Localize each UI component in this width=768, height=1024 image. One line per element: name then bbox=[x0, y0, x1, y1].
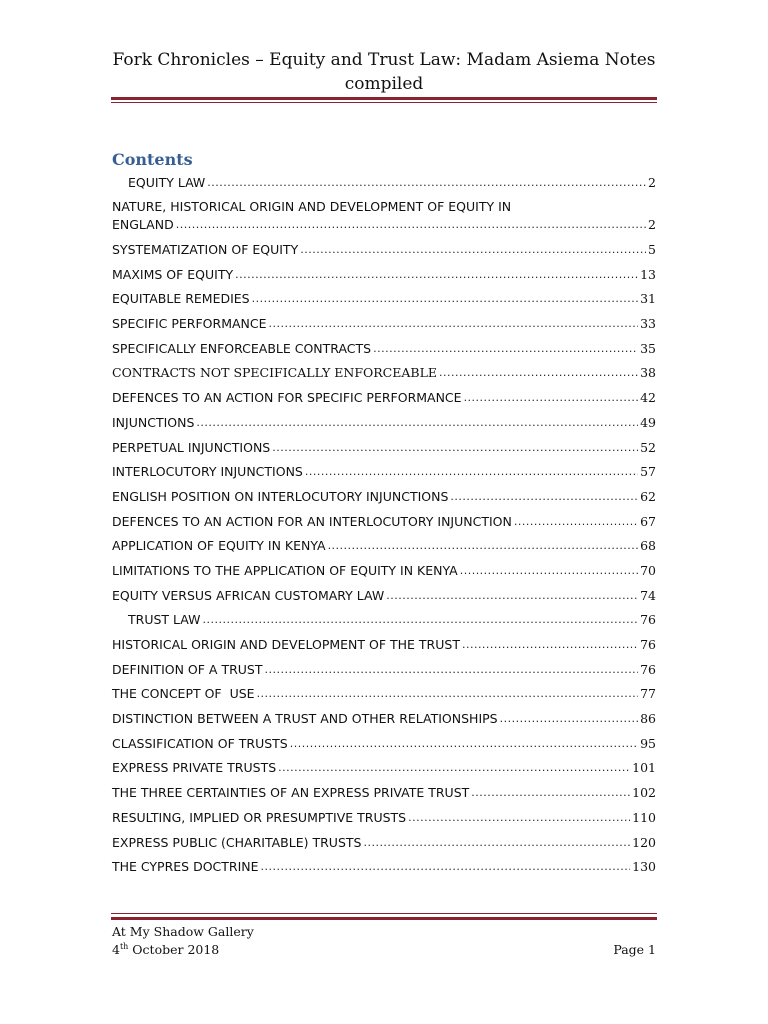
toc-entry-label: CONTRACTS NOT SPECIFICALLY ENFORCEABLE bbox=[112, 365, 438, 381]
toc-entry-label-line1: NATURE, HISTORICAL ORIGIN AND DEVELOPMENT OF EQUITY IN bbox=[112, 199, 512, 214]
toc-entry-label: INTERLOCUTORY INJUNCTIONS bbox=[112, 464, 303, 480]
toc-entry-public-charitable[interactable] bbox=[112, 834, 656, 852]
toc-entry-customary-law[interactable] bbox=[112, 587, 656, 605]
toc-entry-trust-law[interactable] bbox=[112, 611, 656, 629]
toc-entry-page: 68 bbox=[640, 538, 656, 554]
footer-info bbox=[112, 923, 254, 959]
footer-gallery: At My Shadow Gallery bbox=[112, 924, 254, 939]
toc-leader-dots bbox=[363, 834, 630, 852]
footer-date-rest: October 2018 bbox=[128, 942, 220, 957]
toc-entry-label: EQUITY LAW bbox=[128, 175, 206, 190]
toc-entry-label: DISTINCTION BETWEEN A TRUST AND OTHER RELATIONSHIPS bbox=[112, 711, 498, 727]
toc-entry-label: CLASSIFICATION OF TRUSTS bbox=[112, 735, 288, 751]
toc-entry-label: EXPRESS PUBLIC (CHARITABLE) TRUSTS bbox=[112, 834, 362, 850]
toc-entry-express-private[interactable] bbox=[112, 759, 656, 777]
toc-leader-dots bbox=[471, 784, 630, 802]
toc-leader-dots bbox=[252, 290, 638, 308]
toc-entry-page: 76 bbox=[640, 612, 656, 628]
toc-entry-page: 13 bbox=[640, 266, 656, 282]
toc-entry-label: THE CYPRES DOCTRINE bbox=[112, 859, 259, 875]
toc-entry-label: PERPETUAL INJUNCTIONS bbox=[112, 439, 271, 455]
toc-entry-label: ENGLISH POSITION ON INTERLOCUTORY INJUNCTIONS bbox=[112, 488, 449, 504]
toc-entry-label: RESULTING, IMPLIED OR PRESUMPTIVE TRUSTS bbox=[112, 809, 407, 825]
toc-entry-page: 57 bbox=[640, 464, 656, 480]
toc-entry-label: DEFINITION OF A TRUST bbox=[112, 661, 263, 677]
toc-leader-dots bbox=[408, 809, 630, 827]
toc-entry-three-certainties[interactable] bbox=[112, 784, 656, 802]
toc-entry-maxims[interactable] bbox=[112, 266, 656, 284]
toc-entry-not-specifically-enforceable[interactable] bbox=[112, 364, 656, 382]
toc-entry-distinction[interactable] bbox=[112, 710, 656, 728]
toc-entry-trust-origin[interactable] bbox=[112, 636, 656, 654]
toc-entry-page: 49 bbox=[640, 414, 656, 430]
toc-leader-dots bbox=[328, 537, 639, 555]
footer-date bbox=[112, 941, 254, 959]
document-header bbox=[100, 48, 668, 96]
toc-entry-label: EQUITY VERSUS AFRICAN CUSTOMARY LAW bbox=[112, 587, 385, 603]
toc-entry-page: 2 bbox=[648, 175, 656, 190]
toc-leader-dots bbox=[278, 759, 630, 777]
toc-entry-page: 130 bbox=[632, 859, 656, 875]
toc-entry-page: 31 bbox=[640, 291, 656, 307]
toc-entry-label: EQUITABLE REMEDIES bbox=[112, 291, 250, 307]
toc-entry-label: HISTORICAL ORIGIN AND DEVELOPMENT OF THE TRUST bbox=[112, 637, 460, 652]
toc-entry-equitable-remedies[interactable] bbox=[112, 290, 656, 308]
toc-entry-label: LIMITATIONS TO THE APPLICATION OF EQUITY IN KENYA bbox=[112, 562, 458, 578]
toc-leader-dots bbox=[462, 636, 638, 654]
toc-leader-dots bbox=[261, 858, 631, 876]
toc-leader-dots bbox=[265, 661, 639, 679]
toc-leader-dots bbox=[203, 611, 639, 629]
toc-entry-perpetual-injunctions[interactable] bbox=[112, 439, 656, 457]
toc-entry-page: 120 bbox=[632, 834, 656, 850]
toc-leader-dots bbox=[235, 266, 638, 284]
header-title-line1: Fork Chronicles – Equity and Trust Law: Madam Asiema Notes bbox=[112, 50, 656, 70]
header-rule-thin bbox=[111, 102, 657, 103]
toc-entry-specifically-enforceable[interactable] bbox=[112, 340, 656, 358]
toc-leader-dots bbox=[300, 241, 646, 259]
toc-leader-dots bbox=[450, 488, 638, 506]
toc-entry-specific-performance[interactable] bbox=[112, 315, 656, 333]
toc-leader-dots bbox=[386, 587, 638, 605]
toc-entry-english-position[interactable] bbox=[112, 488, 656, 506]
footer-date-suffix: th bbox=[119, 941, 129, 951]
toc-leader-dots bbox=[514, 513, 638, 531]
toc-entry-page: 76 bbox=[640, 661, 656, 677]
toc-leader-dots bbox=[207, 174, 646, 192]
toc-entry-label: APPLICATION OF EQUITY IN KENYA bbox=[112, 538, 326, 554]
toc-entry-page: 77 bbox=[640, 686, 656, 702]
header-rule-thick bbox=[111, 97, 657, 100]
toc-entry-defences-specific-performance[interactable] bbox=[112, 389, 656, 407]
toc-entry-label: INJUNCTIONS bbox=[112, 414, 195, 430]
toc-leader-dots bbox=[500, 710, 638, 728]
toc-entry-page: 86 bbox=[640, 711, 656, 727]
toc-entry-label: SPECIFIC PERFORMANCE bbox=[112, 316, 267, 332]
toc-entry-cypres[interactable] bbox=[112, 858, 656, 876]
toc-entry-page: 95 bbox=[640, 735, 656, 751]
toc-entry-limitations-kenya[interactable] bbox=[112, 562, 656, 580]
toc-leader-dots bbox=[272, 439, 638, 457]
toc-entry-page: 76 bbox=[640, 637, 656, 652]
toc-entry-label: DEFENCES TO AN ACTION FOR SPECIFIC PERFORMANCE bbox=[112, 390, 462, 406]
toc-leader-dots bbox=[257, 685, 639, 703]
toc-entry-page: 33 bbox=[640, 316, 656, 332]
toc-entry-page: 62 bbox=[640, 488, 656, 504]
toc-leader-dots bbox=[439, 364, 638, 382]
toc-entry-page: 35 bbox=[640, 340, 656, 356]
toc-entry-page: 74 bbox=[640, 587, 656, 603]
toc-entry-label: TRUST LAW bbox=[128, 612, 201, 628]
toc-entry-page: 67 bbox=[640, 513, 656, 529]
toc-entry-label: SPECIFICALLY ENFORCEABLE CONTRACTS bbox=[112, 340, 372, 356]
toc-leader-dots bbox=[305, 463, 638, 481]
table-of-contents bbox=[112, 174, 656, 883]
toc-entry-label-line2: ENGLAND bbox=[112, 217, 174, 232]
toc-leader-dots bbox=[373, 340, 638, 358]
toc-entry-page: 101 bbox=[632, 760, 656, 776]
toc-entry-line2 bbox=[112, 216, 656, 234]
footer-rule-thick bbox=[111, 917, 657, 920]
toc-entry-resulting-trusts[interactable] bbox=[112, 809, 656, 827]
footer-page-number: Page 1 bbox=[613, 942, 656, 957]
toc-leader-dots bbox=[290, 735, 638, 753]
toc-entry-page: 42 bbox=[640, 390, 656, 406]
toc-entry-nature-origin[interactable] bbox=[112, 198, 656, 234]
toc-leader-dots bbox=[196, 414, 638, 432]
toc-leader-dots bbox=[269, 315, 639, 333]
toc-entry-page: 52 bbox=[640, 439, 656, 455]
toc-entry-page: 70 bbox=[640, 562, 656, 578]
toc-entry-label: THE THREE CERTAINTIES OF AN EXPRESS PRIVATE TRUST bbox=[112, 785, 470, 801]
toc-leader-dots bbox=[176, 216, 646, 234]
toc-entry-defences-interlocutory[interactable] bbox=[112, 513, 656, 531]
toc-entry-definition-trust[interactable] bbox=[112, 661, 656, 679]
toc-entry-label: MAXIMS OF EQUITY bbox=[112, 266, 234, 282]
toc-entry-equity-law[interactable] bbox=[112, 174, 656, 192]
toc-entry-page: 5 bbox=[648, 242, 656, 257]
footer-rule-thin bbox=[111, 913, 657, 914]
toc-entry-systematization[interactable] bbox=[112, 241, 656, 259]
header-title-line2: compiled bbox=[344, 74, 424, 94]
toc-entry-concept-use[interactable] bbox=[112, 685, 656, 703]
toc-entry-label: THE CONCEPT OF USE bbox=[112, 686, 255, 702]
toc-leader-dots bbox=[460, 562, 638, 580]
toc-entry-page: 102 bbox=[632, 785, 656, 801]
contents-heading: Contents bbox=[112, 150, 193, 169]
toc-entry-injunctions[interactable] bbox=[112, 414, 656, 432]
toc-entry-page: 2 bbox=[648, 217, 656, 232]
toc-entry-page: 110 bbox=[632, 809, 656, 825]
toc-entry-label: DEFENCES TO AN ACTION FOR AN INTERLOCUTORY INJUNCTION bbox=[112, 513, 512, 529]
toc-entry-page: 38 bbox=[640, 365, 656, 381]
toc-entry-label: EXPRESS PRIVATE TRUSTS bbox=[112, 760, 277, 776]
toc-entry-label: SYSTEMATIZATION OF EQUITY bbox=[112, 242, 299, 257]
footer-date-day: 4 bbox=[112, 942, 120, 957]
toc-entry-interlocutory-injunctions[interactable] bbox=[112, 463, 656, 481]
toc-leader-dots bbox=[464, 389, 639, 407]
toc-entry-classification[interactable] bbox=[112, 735, 656, 753]
toc-entry-application-kenya[interactable] bbox=[112, 537, 656, 555]
